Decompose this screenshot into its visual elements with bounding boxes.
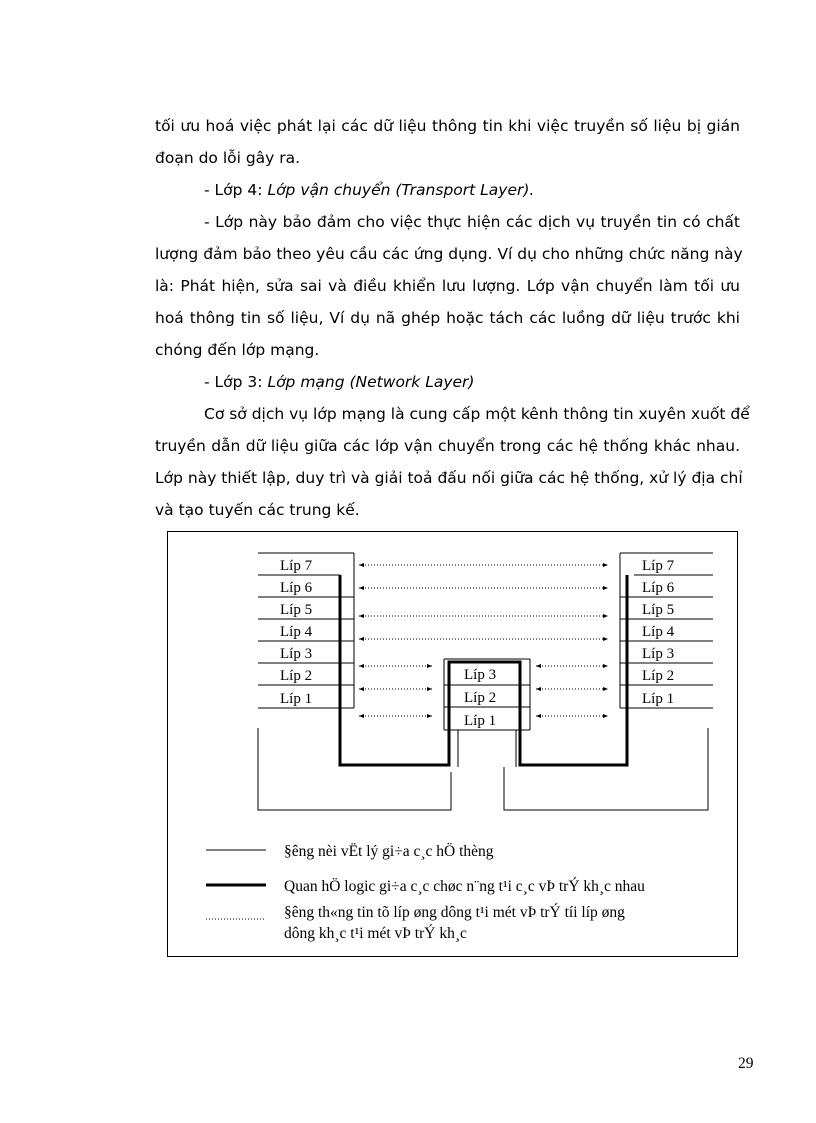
- layer3-heading: [204, 366, 789, 398]
- legend-thin-text: §êng nèi vËt lý gi÷a c¸c hÖ thèng: [284, 843, 494, 860]
- legend-texts: [284, 843, 645, 942]
- paragraph-line: đoạn do lỗi gây ra.: [155, 149, 301, 167]
- left-layer-label: Líp 3: [280, 646, 313, 662]
- right-layer-label: Líp 3: [642, 646, 675, 662]
- paragraph-line: Lớp này thiết lập, duy trì và giải toả đấu nối giữa các hệ thống, xử lý địa chỉ: [155, 469, 743, 487]
- legend-thick-text: Quan hÖ logic gi÷a c¸c chøc n¨ng t¹i c¸c vÞ trÝ kh¸c nhau: [284, 878, 645, 895]
- paragraph-line: chóng đến lớp mạng.: [155, 341, 320, 359]
- osi-diagram: [168, 532, 739, 958]
- left-layer-label: Líp 5: [280, 602, 313, 618]
- left-layer-label: Líp 6: [280, 580, 313, 596]
- paragraph-line: là: Phát hiện, sửa sai và điều khiển lưu lượng. Lớp vận chuyển làm tối ưu: [155, 277, 740, 295]
- legend-dotted-text: §êng th«ng tin tõ líp øng dông t¹i mét vÞ trÝ tíi líp øng: [284, 904, 625, 921]
- right-layer-label: Líp 5: [642, 602, 675, 618]
- physical-link-right: [504, 728, 708, 810]
- physical-link-left: [258, 728, 451, 810]
- layer4-heading: [204, 174, 789, 206]
- layer4-prefix: - Lớp 4:: [204, 181, 263, 199]
- right-layer-label: Líp 6: [642, 580, 675, 596]
- right-layer-label: Líp 1: [642, 691, 675, 707]
- layer4-name: Lớp vận chuyển (Transport Layer).: [267, 181, 535, 199]
- middle-layer-label: Líp 1: [464, 713, 497, 729]
- paragraph-line: và tạo tuyến các trung kế.: [155, 501, 360, 519]
- left-layer-label: Líp 1: [280, 691, 313, 707]
- left-layer-label: Líp 2: [280, 668, 313, 684]
- right-layer-label: Líp 2: [642, 668, 675, 684]
- left-layer-label: Líp 4: [280, 624, 313, 640]
- layer3-prefix: - Lớp 3:: [204, 373, 263, 391]
- paragraph-line: truyền dẫn dữ liệu giữa các lớp vận chuyển trong các hệ thống khác nhau.: [155, 437, 740, 455]
- layer3-name: Lớp mạng (Network Layer): [267, 373, 475, 391]
- paragraph-line: lượng đảm bảo theo yêu cầu các ứng dụng. Ví dụ cho những chức năng này: [155, 245, 743, 263]
- paragraph-line: hoá thông tin số liệu, Ví dụ nã ghép hoặc tách các luồng dữ liệu trước khi: [155, 309, 740, 327]
- paragraph-line: Cơ sở dịch vụ lớp mạng là cung cấp một kênh thông tin xuyên xuốt để: [204, 405, 750, 423]
- page-number: 29: [738, 1055, 754, 1072]
- right-layer-label: Líp 7: [642, 558, 675, 574]
- middle-layer-label: Líp 2: [464, 690, 497, 706]
- middle-layer-label: Líp 3: [464, 667, 497, 683]
- right-layer-label: Líp 4: [642, 624, 675, 640]
- paragraph-line: - Lớp này bảo đảm cho việc thực hiện các dịch vụ truyền tin có chất: [204, 213, 740, 231]
- osi-layers-figure: [167, 531, 738, 957]
- legend-dotted-text: dông kh¸c t¹i mét vÞ trÝ kh¸c: [284, 925, 467, 942]
- middle-stack-labels: [464, 667, 496, 729]
- left-layer-label: Líp 7: [280, 558, 313, 574]
- paragraph-line: tối ưu hoá việc phát lại các dữ liệu thông tin khi việc truyền số liệu bị gián: [155, 117, 740, 135]
